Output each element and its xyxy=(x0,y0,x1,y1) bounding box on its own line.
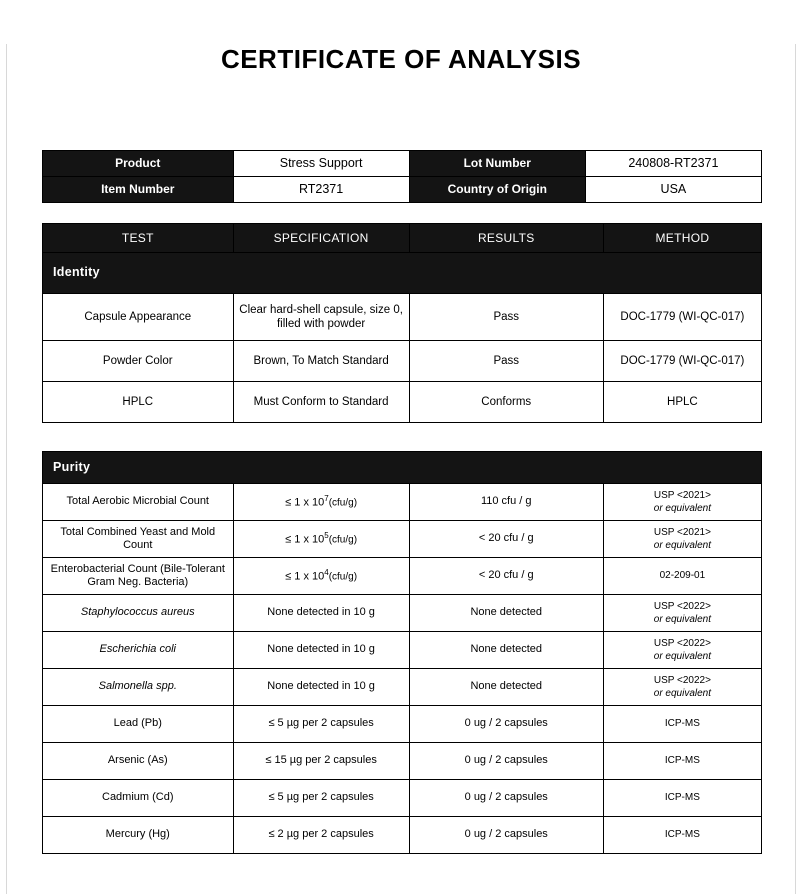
test-result: 110 cfu / g xyxy=(409,484,603,521)
page-title: CERTIFICATE OF ANALYSIS xyxy=(220,44,582,74)
table-header-row xyxy=(43,224,762,253)
test-specification: None detected in 10 g xyxy=(233,669,409,706)
test-name: Lead (Pb) xyxy=(43,706,234,743)
product-value: Stress Support xyxy=(233,151,409,177)
spec-exponent: 4 xyxy=(324,567,329,577)
test-specification: Must Conform to Standard xyxy=(233,382,409,423)
test-name: Enterobacterial Count (Bile-Tolerant Gram Neg. Bacteria) xyxy=(43,558,234,595)
section-label: Identity xyxy=(43,253,762,294)
test-specification xyxy=(233,521,409,558)
method-line-2: or equivalent xyxy=(653,503,712,514)
spec-prefix: ≤ 1 x 10 xyxy=(285,533,325,546)
test-name: HPLC xyxy=(43,382,234,423)
test-name: Salmonella spp. xyxy=(43,669,234,706)
method-line-1: USP <2021> xyxy=(653,526,711,538)
table-row xyxy=(43,484,762,521)
country-of-origin-value: USA xyxy=(585,177,761,203)
method-line-2: or equivalent xyxy=(653,614,712,625)
spec-exponent: 7 xyxy=(324,493,329,503)
test-method: DOC-1779 (WI-QC-017) xyxy=(603,294,761,341)
table-row xyxy=(43,521,762,558)
table-row xyxy=(43,706,762,743)
test-specification: Brown, To Match Standard xyxy=(233,341,409,382)
test-specification: ≤ 5 µg per 2 capsules xyxy=(233,706,409,743)
column-header-method: METHOD xyxy=(603,224,761,253)
table-row xyxy=(43,817,762,854)
test-result: 0 ug / 2 capsules xyxy=(409,706,603,743)
test-specification xyxy=(233,558,409,595)
lot-number-label: Lot Number xyxy=(409,151,585,177)
test-specification xyxy=(233,484,409,521)
test-specification: ≤ 2 µg per 2 capsules xyxy=(233,817,409,854)
test-result: 0 ug / 2 capsules xyxy=(409,817,603,854)
test-method xyxy=(603,706,761,743)
test-specification: None detected in 10 g xyxy=(233,595,409,632)
section-label: Purity xyxy=(43,452,762,484)
test-method xyxy=(603,669,761,706)
certificate-page xyxy=(0,44,802,894)
method-line-1: USP <2021> xyxy=(653,489,711,501)
method-line-1: USP <2022> xyxy=(653,600,711,612)
table-row xyxy=(43,632,762,669)
test-name: Capsule Appearance xyxy=(43,294,234,341)
purity-test-table xyxy=(42,451,762,854)
table-row xyxy=(43,558,762,595)
test-method xyxy=(603,484,761,521)
table-row xyxy=(43,595,762,632)
table-row xyxy=(43,382,762,423)
test-method xyxy=(603,817,761,854)
item-number-value: RT2371 xyxy=(233,177,409,203)
table-row xyxy=(43,294,762,341)
method-line-1: ICP-MS xyxy=(664,829,700,841)
section-header-identity xyxy=(43,253,762,294)
test-method xyxy=(603,595,761,632)
column-header-results: RESULTS xyxy=(409,224,603,253)
page-edge-right xyxy=(795,44,796,894)
test-method: DOC-1779 (WI-QC-017) xyxy=(603,341,761,382)
test-name: Mercury (Hg) xyxy=(43,817,234,854)
table-row xyxy=(43,151,762,177)
method-line-1: USP <2022> xyxy=(653,674,711,686)
spec-suffix: (cfu/g) xyxy=(328,571,358,583)
test-method xyxy=(603,521,761,558)
test-method: HPLC xyxy=(603,382,761,423)
method-line-1: ICP-MS xyxy=(664,755,700,767)
table-row xyxy=(43,780,762,817)
table-row xyxy=(43,341,762,382)
test-method xyxy=(603,632,761,669)
test-name: Total Aerobic Microbial Count xyxy=(43,484,234,521)
table-row xyxy=(43,743,762,780)
test-method xyxy=(603,743,761,780)
spec-suffix: (cfu/g) xyxy=(328,534,358,546)
table-row xyxy=(43,669,762,706)
page-edge-left xyxy=(6,44,7,894)
test-specification: Clear hard-shell capsule, size 0, filled with powder xyxy=(233,294,409,341)
method-line-2: or equivalent xyxy=(653,688,712,699)
test-result: < 20 cfu / g xyxy=(409,558,603,595)
test-result: None detected xyxy=(409,595,603,632)
spec-prefix: ≤ 1 x 10 xyxy=(285,496,325,509)
test-method xyxy=(603,780,761,817)
method-line-1: USP <2022> xyxy=(653,637,711,649)
document-body xyxy=(42,150,762,854)
test-result: Pass xyxy=(409,294,603,341)
test-name: Arsenic (As) xyxy=(43,743,234,780)
test-name: Total Combined Yeast and Mold Count xyxy=(43,521,234,558)
product-label: Product xyxy=(43,151,234,177)
identity-test-table xyxy=(42,223,762,423)
test-specification: None detected in 10 g xyxy=(233,632,409,669)
test-result: None detected xyxy=(409,669,603,706)
column-header-test: TEST xyxy=(43,224,234,253)
test-method xyxy=(603,558,761,595)
method-line-2: or equivalent xyxy=(653,540,712,551)
section-header-purity xyxy=(43,452,762,484)
method-line-1: 02-209-01 xyxy=(659,570,706,582)
test-result: Pass xyxy=(409,341,603,382)
method-line-1: ICP-MS xyxy=(664,792,700,804)
test-specification: ≤ 15 µg per 2 capsules xyxy=(233,743,409,780)
product-info-table xyxy=(42,150,762,203)
test-result: 0 ug / 2 capsules xyxy=(409,780,603,817)
test-result: Conforms xyxy=(409,382,603,423)
method-line-2: or equivalent xyxy=(653,651,712,662)
lot-number-value: 240808-RT2371 xyxy=(585,151,761,177)
test-name: Staphylococcus aureus xyxy=(43,595,234,632)
test-name: Escherichia coli xyxy=(43,632,234,669)
test-result: 0 ug / 2 capsules xyxy=(409,743,603,780)
table-row xyxy=(43,177,762,203)
country-of-origin-label: Country of Origin xyxy=(409,177,585,203)
test-specification: ≤ 5 µg per 2 capsules xyxy=(233,780,409,817)
method-line-1: ICP-MS xyxy=(664,718,700,730)
test-result: None detected xyxy=(409,632,603,669)
spec-suffix: (cfu/g) xyxy=(328,497,358,509)
spec-exponent: 5 xyxy=(324,530,329,540)
test-name: Powder Color xyxy=(43,341,234,382)
column-header-specification: SPECIFICATION xyxy=(233,224,409,253)
spec-prefix: ≤ 1 x 10 xyxy=(285,570,325,583)
item-number-label: Item Number xyxy=(43,177,234,203)
test-name: Cadmium (Cd) xyxy=(43,780,234,817)
test-result: < 20 cfu / g xyxy=(409,521,603,558)
